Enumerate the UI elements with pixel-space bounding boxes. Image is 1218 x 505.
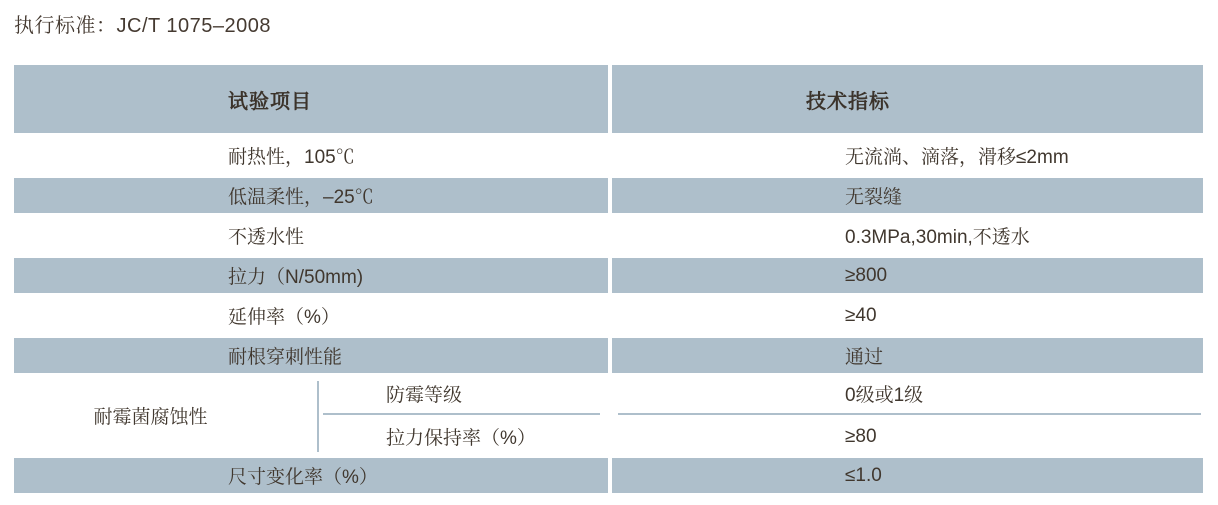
row-item-label: 低温柔性，–25℃ (14, 178, 608, 213)
row-value: ≤1.0 (612, 458, 1203, 493)
table-row (14, 133, 1203, 178)
merged-row (14, 373, 1203, 458)
sub-items-column (319, 373, 608, 458)
row-value: ≥40 (845, 304, 877, 326)
header-cell-test-item: 试验项目 (14, 65, 608, 133)
spec-table (14, 65, 1203, 493)
sub-row-value: 0级或1级 (845, 384, 924, 406)
row-item-label: 拉力（N/50mm) (14, 258, 608, 293)
standard-note: 执行标准：JC/T 1075–2008 (14, 15, 272, 37)
row-item-label: 耐根穿刺性能 (14, 338, 608, 373)
merged-right-cell (612, 373, 1203, 458)
table-row (14, 213, 1203, 258)
row-item-label: 尺寸变化率（%） (14, 458, 608, 493)
sub-row-item-label: 拉力保持率（%） (386, 428, 536, 449)
table-row (14, 293, 1203, 338)
header-cell-tech-spec: 技术指标 (612, 65, 1203, 133)
table-header-row (14, 65, 1203, 133)
table-row (14, 458, 1203, 493)
row-value: 无流淌、滴落，滑移≤2mm (845, 147, 1069, 168)
table-row (14, 258, 1203, 293)
sub-row-value: ≥80 (845, 425, 877, 447)
table-row (14, 338, 1203, 373)
merged-left-cell (14, 373, 608, 458)
row-item-label: 耐热性，105℃ (228, 147, 355, 168)
row-item-label: 延伸率（%） (228, 307, 340, 328)
table-row (14, 178, 1203, 213)
row-value: 无裂缝 (612, 178, 1203, 213)
row-value: 0.3MPa,30min,不透水 (845, 227, 1030, 248)
row-item-label: 不透水性 (228, 227, 305, 248)
row-value: 通过 (612, 338, 1203, 373)
group-label: 耐霉菌腐蚀性 (93, 407, 208, 428)
row-value: ≥800 (612, 258, 1203, 293)
sub-row-item-label: 防霉等级 (386, 384, 463, 406)
